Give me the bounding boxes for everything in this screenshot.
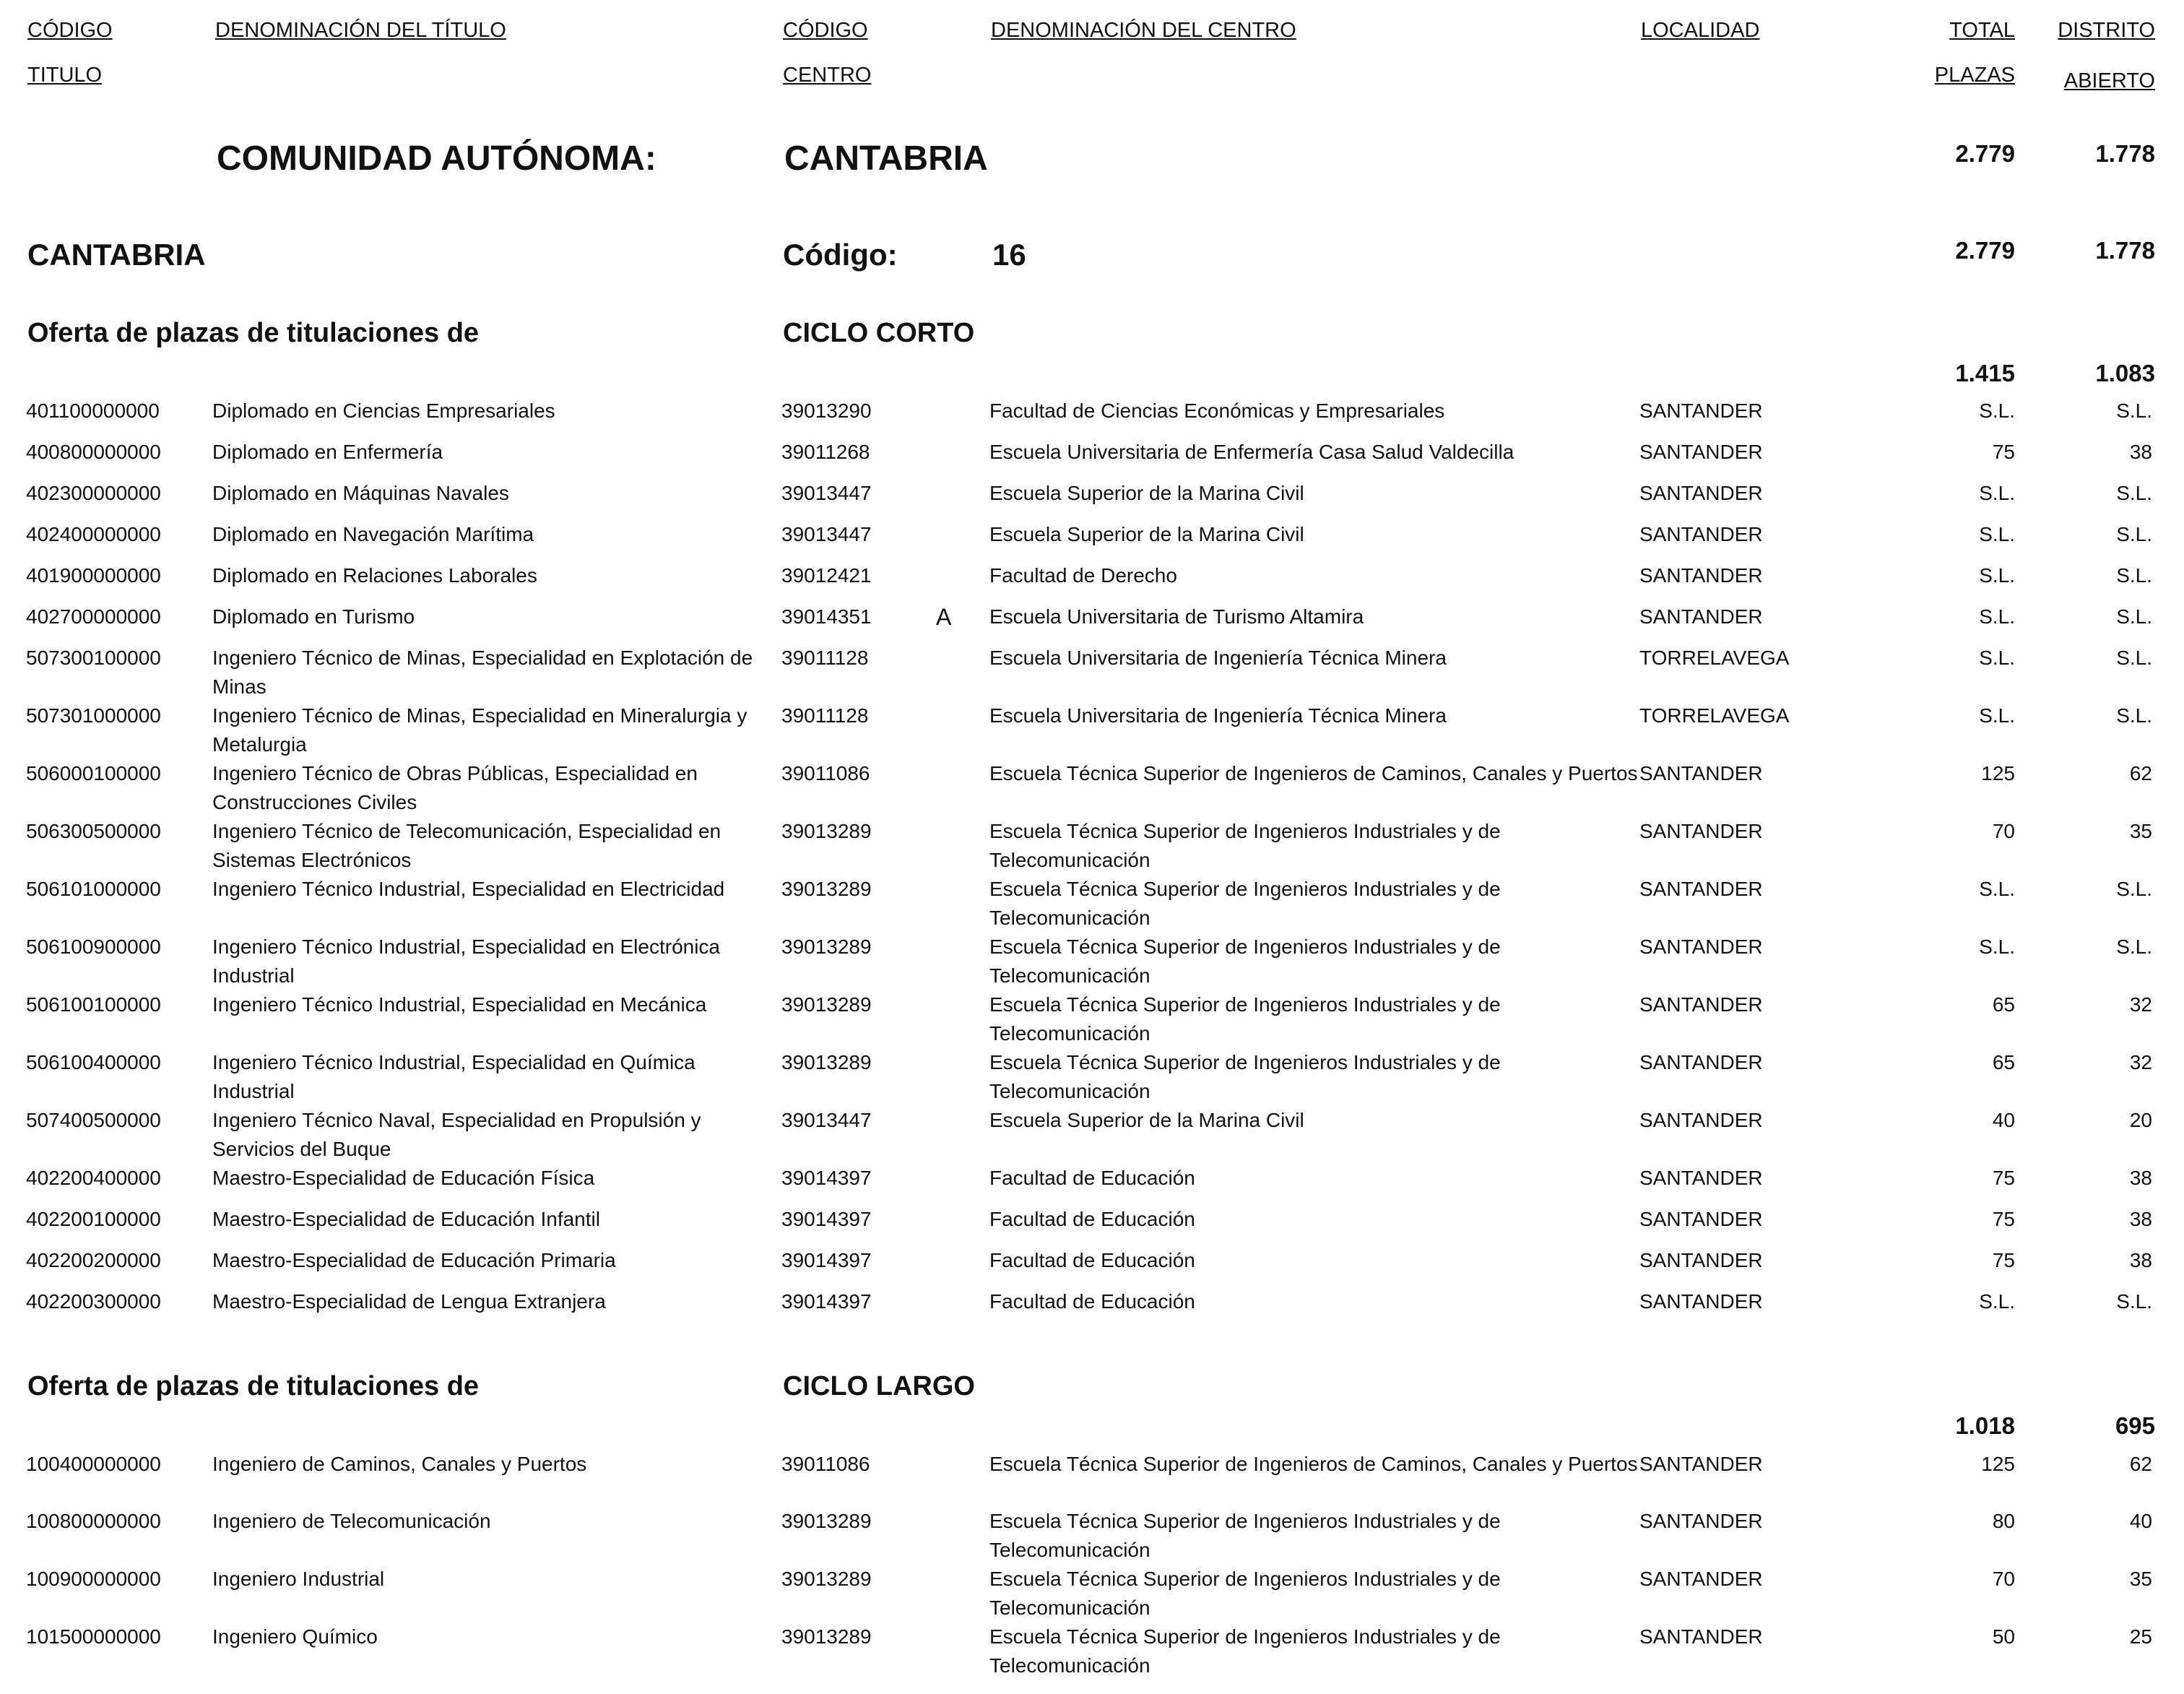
locality: SANTANDER [1639,523,1763,545]
title-name: Ingeniero Técnico de Minas, Especialidad en Mineralurgia y Metalurgia [212,704,748,756]
total-plazas: S.L. [1979,523,2015,545]
total-plazas: 40 [1992,1109,2015,1131]
center-name: Escuela Técnica Superior de Ingenieros Industriales y de Telecomunicación [989,1625,1501,1677]
header-codigo-centro-line2: CENTRO [783,64,872,87]
comunidad-label: COMUNIDAD AUTÓNOMA: [217,139,656,178]
total-plazas: S.L. [1979,605,2015,628]
center-code: 39013447 [781,482,872,504]
center-code: 39014397 [781,1167,872,1189]
distrito-abierto: 38 [2129,441,2152,463]
center-name: Escuela Técnica Superior de Ingenieros Industriales y de Telecomunicación [989,1051,1501,1102]
title-code: 101500000000 [26,1625,161,1648]
distrito-abierto: 62 [2129,762,2152,785]
center-code: 39011128 [781,647,869,669]
comunidad-name: CANTABRIA [784,139,988,178]
center-code: 39014351 [781,605,872,628]
section-total: 1.018 [1955,1412,2015,1439]
title-code: 100800000000 [26,1510,161,1532]
locality: SANTANDER [1639,1249,1763,1271]
center-name: Escuela Superior de la Marina Civil [989,482,1304,504]
center-name: Escuela Universitaria de Enfermería Casa Salud Valdecilla [989,441,1514,463]
center-name: Escuela Universitaria de Turismo Altamira [989,605,1364,628]
center-name: Facultad de Educación [989,1167,1195,1189]
total-plazas: S.L. [1979,482,2015,504]
title-name: Ingeniero Técnico Industrial, Especialidad en Mecánica [212,993,707,1016]
center-name: Escuela Técnica Superior de Ingenieros Industriales y de Telecomunicación [989,1510,1501,1561]
section-distrito: 1.083 [2095,360,2155,386]
distrito-abierto: S.L. [2116,878,2152,900]
locality: SANTANDER [1639,1568,1763,1590]
locality: SANTANDER [1639,993,1763,1016]
header-distrito-abierto-line2: ABIERTO [2063,69,2155,92]
section-label: Oferta de plazas de titulaciones de [27,1371,480,1401]
total-plazas: S.L. [1979,704,2015,727]
header-total-plazas-line1: TOTAL [1949,19,2015,42]
total-plazas: 125 [1981,762,2015,785]
total-plazas: 75 [1992,441,2015,463]
locality: TORRELAVEGA [1639,704,1790,727]
comunidad-total: 2.779 [1955,140,2015,167]
provincia-codigo: 16 [992,238,1026,272]
distrito-abierto: 35 [2129,1568,2152,1590]
locality: SANTANDER [1639,762,1763,785]
center-code: 39013289 [781,1625,872,1648]
locality: SANTANDER [1639,482,1763,504]
total-plazas: S.L. [1979,1290,2015,1313]
distrito-abierto: S.L. [2116,704,2152,727]
center-code: 39013289 [781,1510,872,1532]
total-plazas: S.L. [1979,647,2015,669]
distrito-abierto: S.L. [2116,564,2152,587]
title-code: 100900000000 [26,1568,161,1590]
total-plazas: 70 [1992,1568,2015,1590]
center-name: Facultad de Educación [989,1249,1195,1271]
header-distrito-abierto-line1: DISTRITO [2058,19,2155,42]
center-code: 39011128 [781,704,869,727]
title-code: 506100900000 [26,935,161,958]
title-code: 402200300000 [26,1290,161,1313]
title-code: 402200100000 [26,1208,161,1230]
center-name: Facultad de Derecho [989,564,1177,587]
total-plazas: S.L. [1979,878,2015,900]
locality: SANTANDER [1639,935,1763,958]
title-name: Ingeniero Químico [212,1625,378,1648]
provincia-total: 2.779 [1955,237,2015,264]
title-name: Diplomado en Ciencias Empresariales [212,399,555,422]
total-plazas: 65 [1992,993,2015,1016]
distrito-abierto: 35 [2129,820,2152,842]
center-code: 39013289 [781,935,872,958]
total-plazas: 75 [1992,1249,2015,1271]
locality: SANTANDER [1639,820,1763,842]
title-code: 401100000000 [26,399,160,422]
title-code: 401900000000 [26,564,161,587]
distrito-abierto: 40 [2129,1510,2152,1532]
distrito-abierto: 20 [2129,1109,2152,1131]
locality: SANTANDER [1639,1625,1763,1648]
header-denominacion-titulo: DENOMINACIÓN DEL TÍTULO [215,19,506,42]
header-codigo-titulo-line1: CÓDIGO [27,19,113,42]
center-name: Facultad de Educación [989,1208,1195,1230]
distrito-abierto: 32 [2129,993,2152,1016]
title-name: Ingeniero Técnico Industrial, Especialidad en Química Industrial [212,1051,696,1102]
locality: SANTANDER [1639,1051,1763,1073]
center-name: Escuela Técnica Superior de Ingenieros Industriales y de Telecomunicación [989,878,1501,929]
distrito-abierto: 38 [2129,1208,2152,1230]
title-name: Diplomado en Turismo [212,605,415,628]
locality: TORRELAVEGA [1639,647,1790,669]
title-name: Ingeniero Técnico de Obras Públicas, Especialidad en Construcciones Civiles [212,762,698,813]
center-code: 39012421 [781,564,872,587]
center-name: Escuela Técnica Superior de Ingenieros de Caminos, Canales y Puertos [989,1453,1638,1475]
title-name: Maestro-Especialidad de Educación Infantil [212,1208,600,1230]
title-name: Diplomado en Enfermería [212,441,443,463]
header-codigo-centro-line1: CÓDIGO [783,19,868,42]
title-name: Ingeniero de Telecomunicación [212,1510,491,1532]
title-code: 506101000000 [26,878,161,900]
header-codigo-titulo-line2: TITULO [27,64,103,87]
title-name: Maestro-Especialidad de Educación Primaria [212,1249,616,1271]
title-name: Ingeniero Técnico de Minas, Especialidad en Explotación de Minas [212,647,753,698]
title-name: Ingeniero Técnico Naval, Especialidad en Propulsión y Servicios del Buque [212,1109,701,1160]
provincia-distrito: 1.778 [2095,237,2155,264]
header-localidad: LOCALIDAD [1641,19,1760,42]
title-code: 507400500000 [26,1109,161,1131]
distrito-abierto: 38 [2129,1249,2152,1271]
locality: SANTANDER [1639,1208,1763,1230]
title-code: 506300500000 [26,820,161,842]
center-code: 39011086 [781,1453,870,1475]
title-code: 507300100000 [26,647,161,669]
title-name: Ingeniero Técnico Industrial, Especialidad en Electricidad [212,878,725,900]
center-name: Escuela Superior de la Marina Civil [989,523,1304,545]
center-name: Escuela Técnica Superior de Ingenieros Industriales y de Telecomunicación [989,1568,1501,1619]
title-code: 506000100000 [26,762,161,785]
distrito-abierto: 38 [2129,1167,2152,1189]
section-total: 1.415 [1955,360,2015,386]
center-name: Escuela Técnica Superior de Ingenieros Industriales y de Telecomunicación [989,993,1501,1045]
title-name: Maestro-Especialidad de Educación Física [212,1167,595,1189]
locality: SANTANDER [1639,878,1763,900]
title-name: Diplomado en Navegación Marítima [212,523,534,545]
distrito-abierto: 32 [2129,1051,2152,1073]
center-code: 39011086 [781,762,870,785]
section-ciclo: CICLO LARGO [783,1371,975,1401]
title-code: 402200400000 [26,1167,161,1189]
total-plazas: 70 [1992,820,2015,842]
title-name: Ingeniero Industrial [212,1568,385,1590]
center-name: Escuela Universitaria de Ingeniería Técnica Minera [989,704,1447,727]
comunidad-distrito: 1.778 [2095,140,2155,167]
center-code: 39013447 [781,523,872,545]
total-plazas: 75 [1992,1208,2015,1230]
locality: SANTANDER [1639,1290,1763,1313]
distrito-abierto: S.L. [2116,1290,2152,1313]
section-label: Oferta de plazas de titulaciones de [27,318,480,348]
locality: SANTANDER [1639,564,1763,587]
center-code: 39014397 [781,1249,872,1271]
distrito-abierto: S.L. [2116,482,2152,504]
title-code: 402400000000 [26,523,161,545]
title-code: 402200200000 [26,1249,161,1271]
section-ciclo: CICLO CORTO [783,318,975,348]
total-plazas: 80 [1992,1510,2015,1532]
title-name: Ingeniero Técnico de Telecomunicación, Especialidad en Sistemas Electrónicos [212,820,722,871]
distrito-abierto: S.L. [2116,523,2152,545]
distrito-abierto: S.L. [2116,647,2152,669]
total-plazas: S.L. [1979,935,2015,958]
distrito-abierto: S.L. [2116,935,2152,958]
center-name: Escuela Técnica Superior de Ingenieros Industriales y de Telecomunicación [989,820,1501,871]
center-code: 39013289 [781,1051,872,1073]
center-code: 39013289 [781,878,872,900]
distrito-abierto: 25 [2129,1625,2152,1648]
title-code: 506100400000 [26,1051,161,1073]
center-name: Escuela Técnica Superior de Ingenieros de Caminos, Canales y Puertos [989,762,1638,785]
title-name: Ingeniero de Caminos, Canales y Puertos [212,1453,587,1475]
distrito-abierto: 62 [2129,1453,2152,1475]
distrito-abierto: S.L. [2116,605,2152,628]
center-code: 39014397 [781,1208,872,1230]
title-code: 100400000000 [26,1453,161,1475]
center-code: 39013447 [781,1109,872,1131]
locality: SANTANDER [1639,1510,1763,1532]
locality: SANTANDER [1639,441,1763,463]
center-code: 39013289 [781,1568,872,1590]
locality: SANTANDER [1639,605,1763,628]
title-name: Maestro-Especialidad de Lengua Extranjera [212,1290,606,1313]
title-code: 402300000000 [26,482,161,504]
center-name: Escuela Universitaria de Ingeniería Técnica Minera [989,647,1447,669]
locality: SANTANDER [1639,1109,1763,1131]
total-plazas: S.L. [1979,399,2015,422]
title-name: Diplomado en Máquinas Navales [212,482,509,504]
total-plazas: 125 [1981,1453,2015,1475]
title-code: 402700000000 [26,605,161,628]
title-name: Diplomado en Relaciones Laborales [212,564,537,587]
center-code: 39013290 [781,399,872,422]
provincia-codigo-label: Código: [783,238,898,272]
title-code: 507301000000 [26,704,161,727]
locality: SANTANDER [1639,1167,1763,1189]
header-denominacion-centro: DENOMINACIÓN DEL CENTRO [991,19,1296,42]
locality: SANTANDER [1639,1453,1763,1475]
center-code: 39013289 [781,820,872,842]
provincia-name: CANTABRIA [27,238,206,272]
row-mark: A [936,604,952,630]
title-name: Ingeniero Técnico Industrial, Especialidad en Electrónica Industrial [212,935,721,987]
header-total-plazas-line2: PLAZAS [1934,64,2015,87]
section-distrito: 695 [2115,1412,2155,1439]
title-code: 400800000000 [26,441,161,463]
total-plazas: 65 [1992,1051,2015,1073]
total-plazas: S.L. [1979,564,2015,587]
center-code: 39014397 [781,1290,872,1313]
center-name: Escuela Superior de la Marina Civil [989,1109,1304,1131]
distrito-abierto: S.L. [2116,399,2152,422]
total-plazas: 50 [1992,1625,2015,1648]
center-name: Escuela Técnica Superior de Ingenieros Industriales y de Telecomunicación [989,935,1501,987]
locality: SANTANDER [1639,399,1763,422]
total-plazas: 75 [1992,1167,2015,1189]
title-code: 506100100000 [26,993,161,1016]
center-code: 39013289 [781,993,872,1016]
center-name: Facultad de Educación [989,1290,1195,1313]
center-name: Facultad de Ciencias Económicas y Empresariales [989,399,1445,422]
center-code: 39011268 [781,441,870,463]
